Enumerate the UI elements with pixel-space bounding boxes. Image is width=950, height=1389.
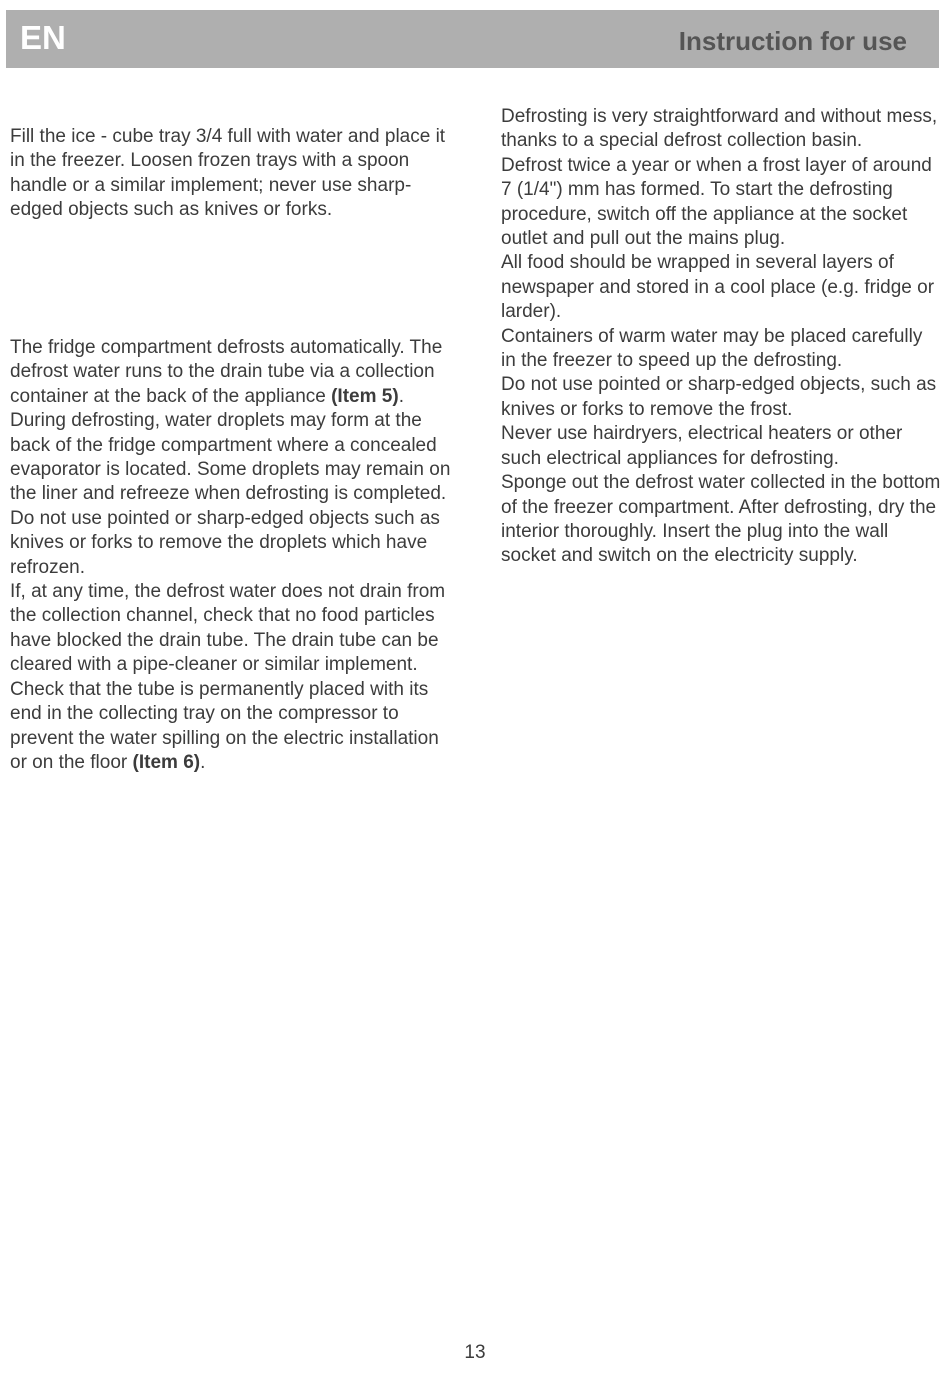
freezer-defrost-paragraph: Defrosting is very straightforward and without mess, thanks to a special defrost collection basin.	[501, 106, 938, 152]
freezer-defrost-paragraph: Sponge out the defrost water collected in the bottom of the freezer compartment. After defrosting, dry the interior thoroughly. Insert the plug into the wall socket and switch on the electricity supply.	[501, 472, 941, 567]
freezer-defrost-paragraph: Never use hairdryers, electrical heaters or other such electrical appliances for defrosting.	[501, 423, 903, 469]
fridge-defrost-paragraph-3: If, at any time, the defrost water does not drain from the collection channel, check that no food particles have blocked the drain tube. The drain tube can be cleared with a pipe-cleaner or similar implement.	[10, 581, 446, 676]
language-code: EN	[20, 19, 66, 56]
paragraph-text: Check that the tube is permanently placed with its end in the collecting tray on the compressor to prevent the water spilling on the electric installation or on the floor	[10, 678, 439, 773]
fridge-defrost-paragraph-2: During defrosting, water droplets may form at the back of the fridge compartment where a concealed evaporator is located. Some droplets may remain on the liner and refreeze when defrosting is completed. Do not use pointed or sharp-edged objects such as knives or forks to remove the droplets which have refrozen.	[10, 410, 451, 578]
item-5-reference: (Item 5)	[331, 385, 399, 407]
item-6-reference: (Item 6)	[132, 751, 201, 773]
freezer-defrost-section	[501, 105, 941, 569]
fridge-defrost-section	[10, 336, 455, 775]
paragraph-end: .	[398, 385, 404, 407]
page-number: 13	[464, 1342, 486, 1363]
freezer-defrost-paragraph: Do not use pointed or sharp-edged objects, such as knives or forks to remove the frost.	[501, 374, 937, 420]
fridge-defrost-paragraph-4	[10, 678, 455, 776]
freezer-defrost-paragraph: Defrost twice a year or when a frost layer of around 7 (1/4") mm has formed. To start the defrosting procedure, switch off the appliance at the socket outlet and pull out the mains plug.	[501, 154, 932, 250]
freezer-defrost-paragraph: Containers of warm water may be placed carefully in the freezer to speed up the defrosting.	[501, 325, 923, 372]
paragraph-text: The fridge compartment defrosts automatically. The defrost water runs to the drain tube via a collection container at the back of the appliance	[10, 337, 443, 407]
paragraph-end: .	[200, 751, 206, 773]
fridge-defrost-paragraph-1	[10, 336, 455, 409]
freezer-defrost-paragraph: All food should be wrapped in several layers of newspaper and stored in a cool place (e.g. fridge or larder).	[501, 252, 935, 323]
page-title: Instruction for use	[678, 26, 907, 56]
ice-cube-paragraph: Fill the ice - cube tray 3/4 full with water and place it in the freezer. Loosen frozen trays with a spoon handle or a similar implement; never use sharp-edged objects such as knives or forks.	[10, 126, 446, 221]
header-bar	[6, 10, 939, 68]
ice-cube-section	[10, 125, 455, 223]
